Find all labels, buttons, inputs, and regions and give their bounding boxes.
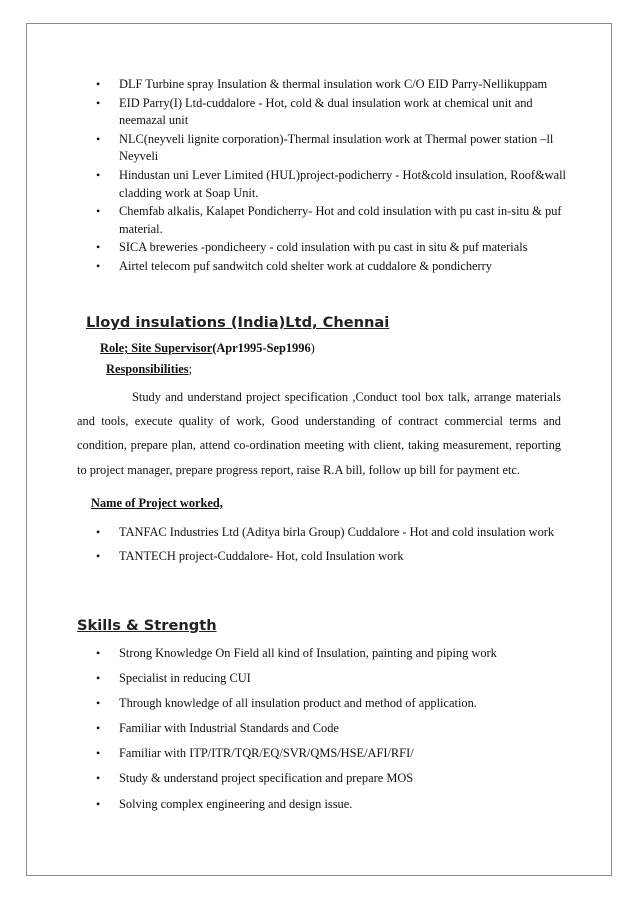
list-item: • Study & understand project specification and prepare MOS xyxy=(96,766,566,791)
project-list-lloyd xyxy=(96,520,566,569)
list-item: • Hindustan uni Lever Limited (HUL)project-podicherry - Hot&cold insulation, Roof&wall cladding work at Soap Unit. xyxy=(96,167,566,202)
role-line xyxy=(100,341,315,356)
role-dates: (Apr1995-Sep1996 xyxy=(212,341,311,355)
project-list-top xyxy=(96,76,566,277)
list-item: • Solving complex engineering and design issue. xyxy=(96,792,566,817)
list-item: • NLC(neyveli lignite corporation)-Thermal insulation work at Thermal power station –ll Neyveli xyxy=(96,131,566,166)
role-label: Role; Site Supervisor xyxy=(100,341,213,355)
list-item: • Strong Knowledge On Field all kind of Insulation, painting and piping work xyxy=(96,641,566,666)
list-item: • Familiar with ITP/ITR/TQR/EQ/SVR/QMS/HSE/AFI/RFI/ xyxy=(96,741,566,766)
list-item: • SICA breweries -pondicheery - cold insulation with pu cast in situ & puf materials xyxy=(96,239,566,257)
projects-label: Name of Project worked, xyxy=(91,496,223,510)
list-item: • Through knowledge of all insulation product and method of application. xyxy=(96,691,566,716)
list-item: • Chemfab alkalis, Kalapet Pondicherry- Hot and cold insulation with pu cast in-situ & puf material. xyxy=(96,203,566,238)
skills-list xyxy=(96,641,566,817)
responsibilities-suffix: ; xyxy=(188,362,193,376)
role-close: ) xyxy=(310,341,315,355)
responsibilities-label: Responsibilities xyxy=(106,362,189,376)
list-item: • EID Parry(I) Ltd-cuddalore - Hot, cold & dual insulation work at chemical unit and neemazal unit xyxy=(96,95,566,130)
list-item: • Specialist in reducing CUI xyxy=(96,666,566,691)
responsibilities-paragraph: Study and understand project specification ,Conduct tool box talk, arrange materials and tools, execute quality of work, Good understanding of contract commercial terms and condition, prepare plan, attend co-ordination meeting with client, taking measurement, reporting to project manager, prepare progress report, raise R.A bill, follow up bill for payment etc. xyxy=(77,390,561,477)
list-item: • DLF Turbine spray Insulation & thermal insulation work C/O EID Parry-Nellikuppam xyxy=(96,76,566,94)
list-item: • TANTECH project-Cuddalore- Hot, cold Insulation work xyxy=(96,544,566,568)
list-item: • Familiar with Industrial Standards and Code xyxy=(96,716,566,741)
skills-heading: Skills & Strength xyxy=(77,617,217,634)
list-item: • TANFAC Industries Ltd (Aditya birla Group) Cuddalore - Hot and cold insulation work xyxy=(96,520,566,544)
responsibilities-line xyxy=(106,362,192,377)
company-heading: Lloyd insulations (India)Ltd, Chennai xyxy=(86,314,390,331)
list-item: • Airtel telecom puf sandwitch cold shelter work at cuddalore & pondicherry xyxy=(96,258,566,276)
